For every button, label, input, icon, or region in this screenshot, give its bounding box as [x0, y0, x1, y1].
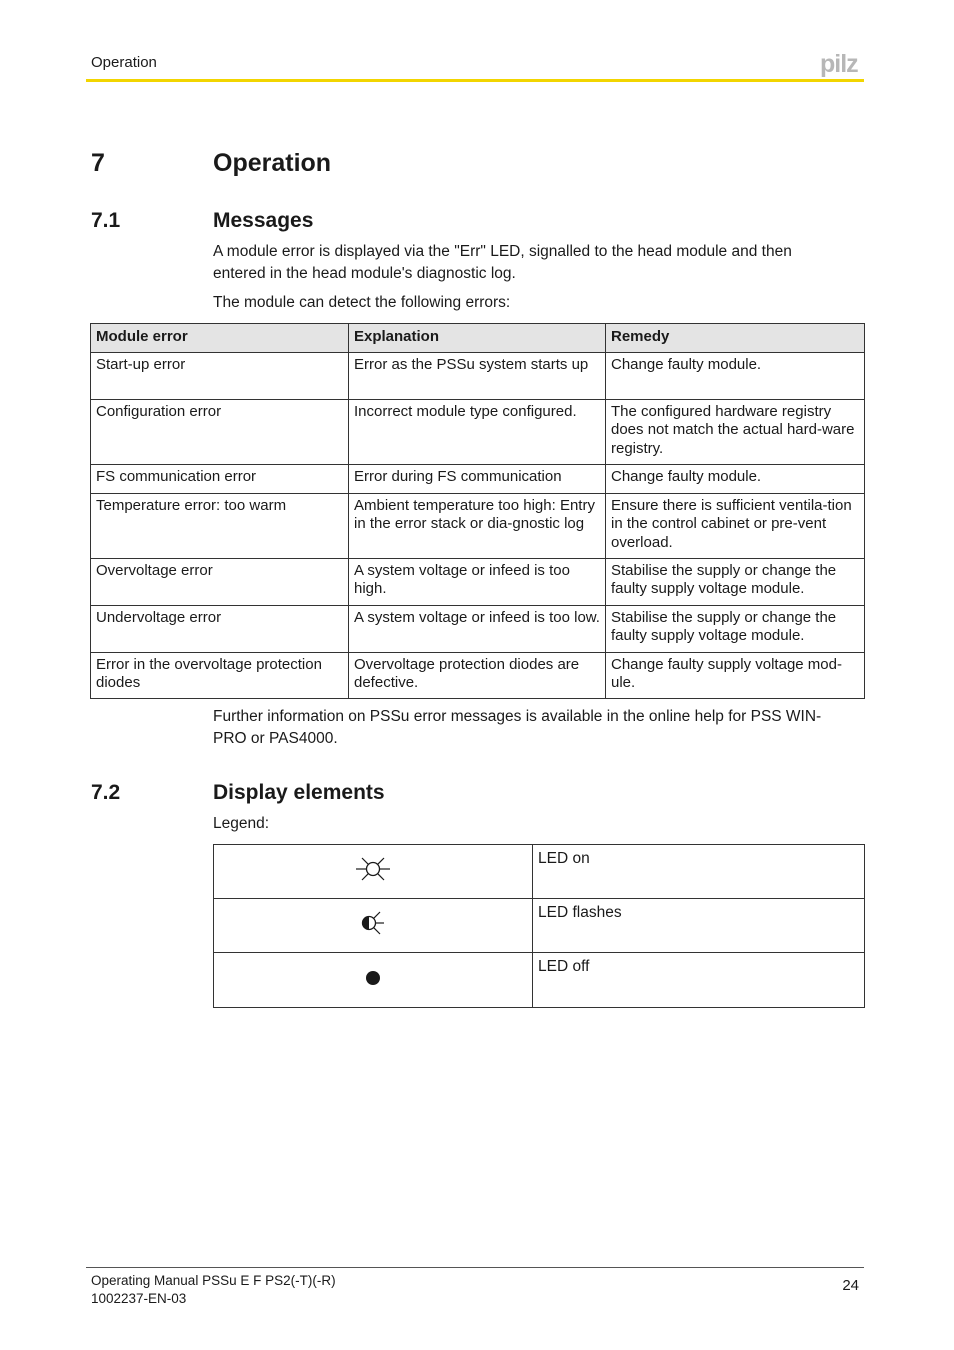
section-number: 7.2 [91, 781, 121, 804]
section-title: Messages [213, 209, 314, 232]
table-cell: Change faulty module. [606, 464, 865, 493]
table-row [91, 464, 865, 493]
document-number: 1002237-EN-03 [91, 1291, 187, 1306]
page-number: 24 [842, 1277, 859, 1294]
legend-icon-cell [214, 953, 533, 1008]
legend-row [214, 953, 865, 1008]
further-info-line: PRO or PAS4000. [213, 730, 338, 747]
legend-table [213, 844, 865, 1008]
further-info-paragraph [213, 706, 821, 750]
table-cell: Change faulty module. [606, 352, 865, 399]
table-row [91, 352, 865, 399]
detect-text: The module can detect the following errors: [213, 294, 511, 311]
table-cell: Stabilise the supply or change the faulty supply voltage module. [606, 605, 865, 652]
table-cell: Start-up error [91, 352, 349, 399]
legend-text: LED flashes [533, 899, 865, 953]
table-cell: Overvoltage protection diodes are defective. [349, 652, 606, 698]
section-title: Display elements [213, 781, 385, 804]
table-cell: Ambient temperature too high: Entry in the error stack or dia-gnostic log [349, 493, 606, 558]
column-header: Remedy [606, 324, 865, 353]
table-cell: Error as the PSSu system starts up [349, 352, 606, 399]
table-cell: Error in the overvoltage protection diodes [91, 652, 349, 698]
table-cell: Overvoltage error [91, 558, 349, 605]
legend-row [214, 845, 865, 899]
chapter-title: Operation [213, 149, 332, 177]
legend-icon-cell [214, 845, 533, 899]
table-cell: Change faulty supply voltage mod-ule. [606, 652, 865, 698]
table-cell: Incorrect module type configured. [349, 399, 606, 464]
table-row [91, 558, 865, 605]
table-cell: Undervoltage error [91, 605, 349, 652]
table-cell: The configured hardware registry does not match the actual hard-ware registry. [606, 399, 865, 464]
chapter-number: 7 [91, 149, 105, 177]
intro-line: entered in the head module's diagnostic log. [213, 265, 516, 282]
further-info-line: Further information on PSSu error messages is available in the online help for PSS WIN- [213, 708, 822, 725]
led-off-icon [353, 963, 393, 993]
table-cell: Configuration error [91, 399, 349, 464]
table-cell: FS communication error [91, 464, 349, 493]
table-cell: A system voltage or infeed is too low. [349, 605, 606, 652]
intro-paragraph [213, 241, 792, 285]
table-cell: Stabilise the supply or change the faulty supply voltage module. [606, 558, 865, 605]
table-cell: A system voltage or infeed is too high. [349, 558, 606, 605]
manual-title: Operating Manual PSSu E F PS2(-T)(-R) [91, 1273, 336, 1288]
legend-row [214, 899, 865, 953]
legend-text: LED off [533, 953, 865, 1008]
footer-rule [86, 1267, 864, 1268]
table-cell: Ensure there is sufficient ventila-tion in the control cabinet or pre-vent overload. [606, 493, 865, 558]
intro-line: A module error is displayed via the "Err" LED, signalled to the head module and then [213, 243, 792, 260]
column-header: Module error [91, 324, 349, 353]
led-on-icon [353, 854, 393, 884]
table-row [91, 605, 865, 652]
table-header-row [91, 324, 865, 353]
running-header: Operation [91, 54, 157, 71]
table-cell: Error during FS communication [349, 464, 606, 493]
header-rule [86, 79, 864, 82]
led-flashes-icon [353, 908, 393, 938]
error-table [90, 323, 865, 699]
svg-text:pilz: pilz [820, 51, 858, 77]
table-row [91, 399, 865, 464]
column-header: Explanation [349, 324, 606, 353]
table-row [91, 493, 865, 558]
legend-text: LED on [533, 845, 865, 899]
table-row [91, 652, 865, 698]
legend-label: Legend: [213, 815, 270, 832]
pilz-logo [820, 51, 864, 77]
legend-icon-cell [214, 899, 533, 953]
table-cell: Temperature error: too warm [91, 493, 349, 558]
section-number: 7.1 [91, 209, 121, 232]
footer-doc-info [91, 1272, 336, 1308]
